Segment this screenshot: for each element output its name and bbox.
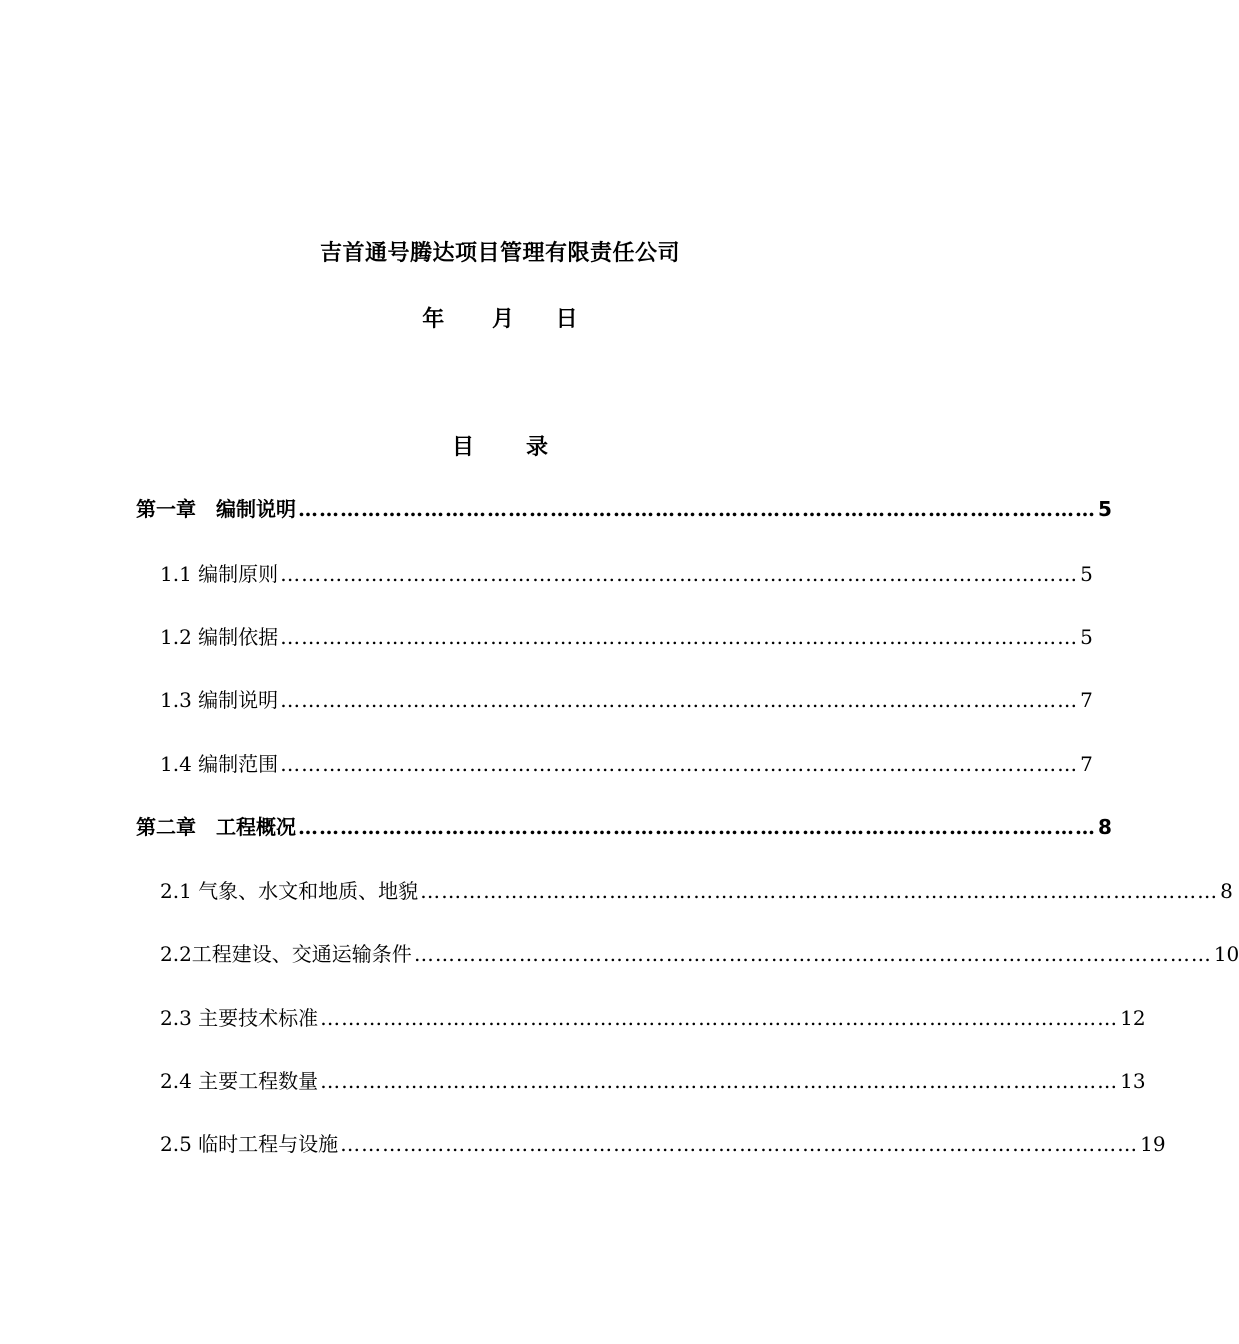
toc-title-first: 目 [451,435,474,460]
toc-dot-leader: …………………………………………………………………………………………………… [280,562,1079,586]
toc-entry-label: 2.2工程建设、交通运输条件 [160,942,412,966]
toc-entry-label: 第一章 编制说明 [136,497,296,521]
date-month: 月 [491,307,514,332]
date-day: 日 [555,307,578,332]
toc-dot-leader: …………………………………………………………………………………………………… [298,815,1096,839]
toc-entry-label: 2.1 气象、水文和地质、地貌 [160,879,419,903]
toc-entry-page: 13 [1120,1069,1146,1093]
toc-entry-1-1[interactable] [160,558,1093,587]
date-line [0,302,1000,333]
toc-entry-1-2[interactable] [160,621,1093,650]
toc-entry-label: 2.4 主要工程数量 [160,1069,319,1093]
toc-title-second: 录 [526,435,549,460]
toc-entry-chapter-1[interactable] [136,493,1112,522]
toc-dot-leader: …………………………………………………………………………………………………… [320,1006,1119,1030]
toc-entry-chapter-2[interactable] [136,811,1112,840]
toc-entry-page: 12 [1120,1006,1146,1030]
toc-dot-leader: …………………………………………………………………………………………………… [298,497,1096,521]
toc-entry-page: 8 [1220,879,1233,903]
toc-dot-leader: …………………………………………………………………………………………………… [280,688,1079,712]
toc-dot-leader: …………………………………………………………………………………………………… [340,1132,1139,1156]
toc-entry-page: 5 [1080,625,1093,649]
toc-entry-2-2[interactable] [160,938,1239,967]
toc-entry-label: 1.1 编制原则 [160,562,279,586]
toc-entry-label: 第二章 工程概况 [136,815,296,839]
toc-entry-1-3[interactable] [160,684,1093,713]
toc-entry-label: 1.2 编制依据 [160,625,279,649]
toc-entry-page: 10 [1213,942,1239,966]
toc-entry-page: 8 [1098,815,1112,839]
toc-entry-2-4[interactable] [160,1065,1146,1094]
toc-entry-label: 2.3 主要技术标准 [160,1006,319,1030]
toc-dot-leader: …………………………………………………………………………………………………… [420,879,1219,903]
toc-entry-page: 7 [1080,688,1093,712]
toc-entry-1-4[interactable] [160,748,1093,777]
toc-dot-leader: …………………………………………………………………………………………………… [413,942,1212,966]
toc-entry-2-3[interactable] [160,1002,1146,1031]
toc-entry-label: 2.5 临时工程与设施 [160,1132,339,1156]
date-year: 年 [422,307,445,332]
toc-entry-2-5[interactable] [160,1128,1166,1157]
toc-dot-leader: …………………………………………………………………………………………………… [280,625,1079,649]
company-name: 吉首通号腾达项目管理有限责任公司 [319,241,680,266]
toc-entry-page: 5 [1098,497,1112,521]
toc-entry-label: 1.3 编制说明 [160,688,279,712]
toc-entry-page: 5 [1080,562,1093,586]
toc-title [0,430,1000,461]
toc-dot-leader: …………………………………………………………………………………………………… [280,752,1079,776]
toc-entry-label: 1.4 编制范围 [160,752,279,776]
toc-entry-2-1[interactable] [160,875,1233,904]
toc-dot-leader: …………………………………………………………………………………………………… [320,1069,1119,1093]
toc-entry-page: 7 [1080,752,1093,776]
toc-entry-page: 19 [1140,1132,1166,1156]
